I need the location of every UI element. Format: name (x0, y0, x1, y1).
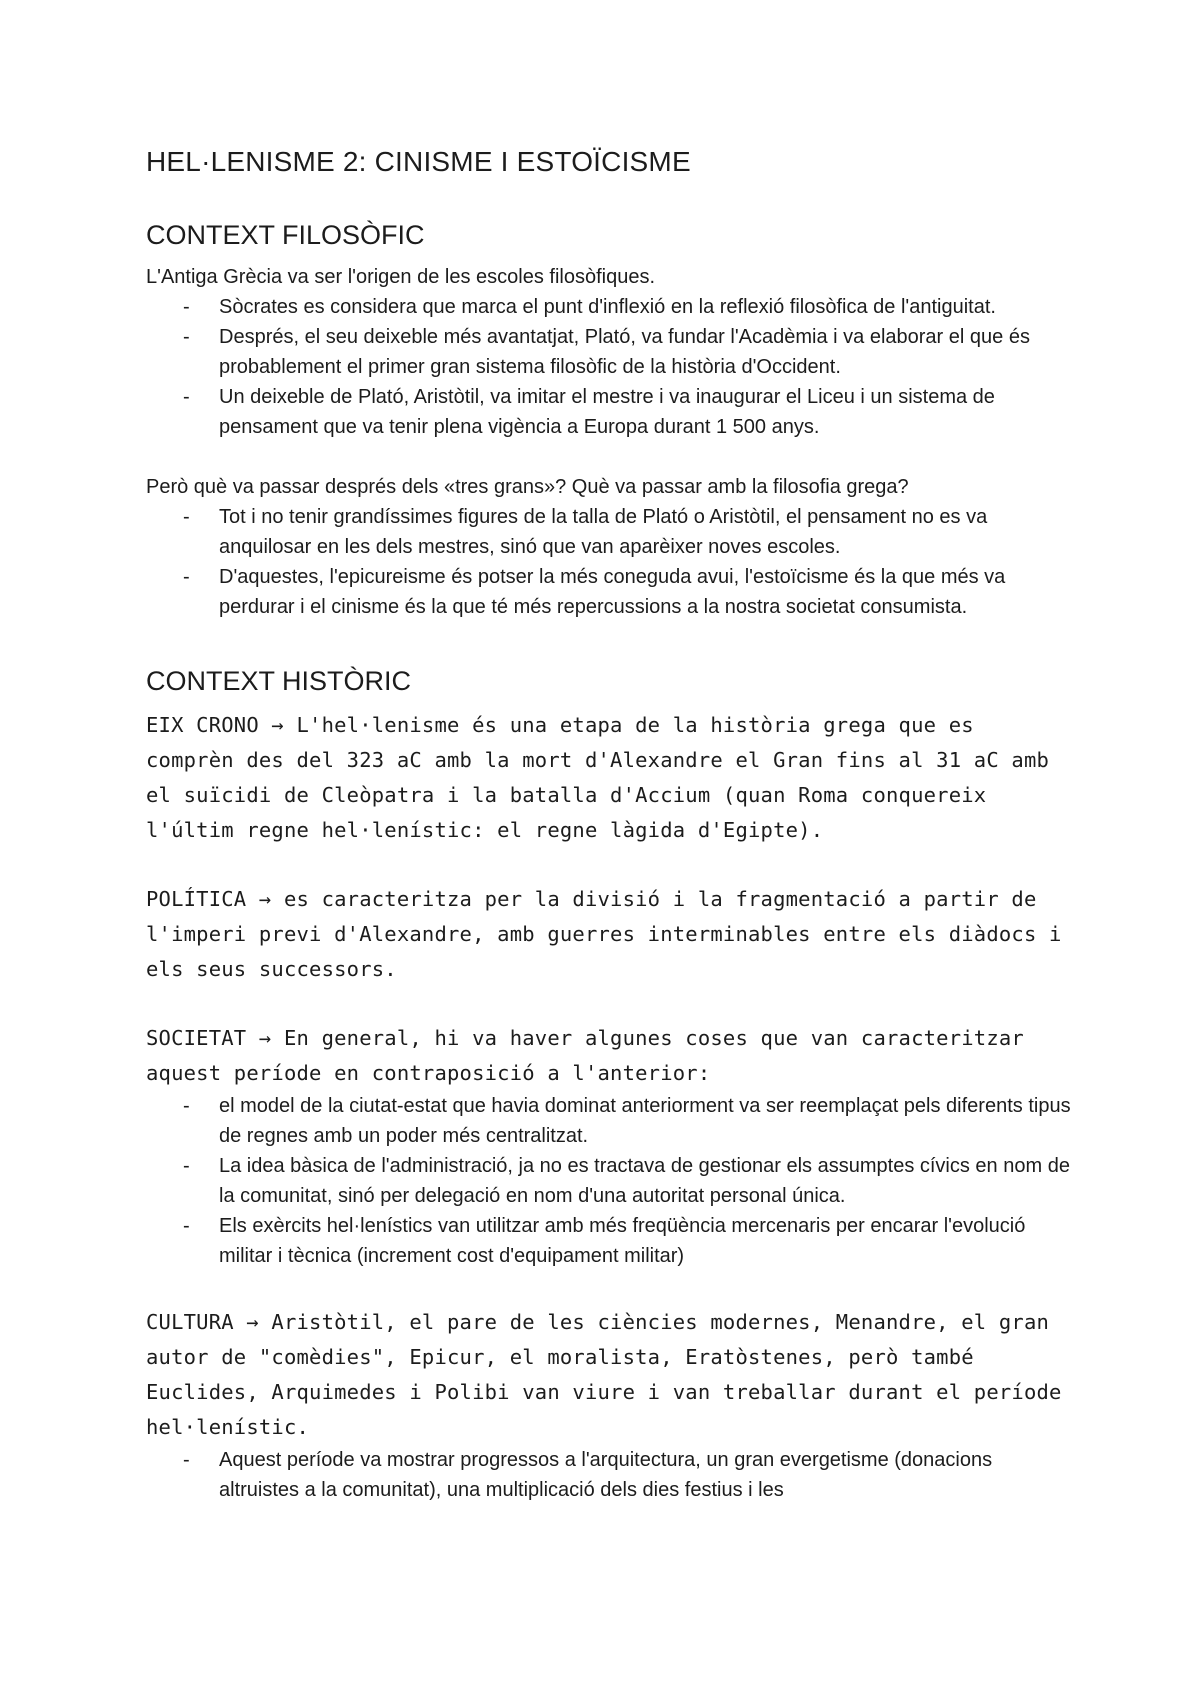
spacer (146, 1271, 1076, 1305)
list-item: - el model de la ciutat-estat que havia dominat anteriorment va ser reemplaçat pels diferents tipus de regnes amb un poder més centralitzat. (219, 1091, 1076, 1151)
bullet-list-filosofic (146, 292, 1076, 442)
document-title: HEL·LENISME 2: CINISME I ESTOÏCISME (146, 146, 691, 177)
bullet-list-cultura (146, 1445, 1076, 1505)
list-item: - Els exèrcits hel·lenístics van utilitzar amb més freqüència mercenaris per encarar l'evolució militar i tècnica (increment cost d'equipament militar) (219, 1211, 1076, 1271)
bullet-list-societat (146, 1091, 1076, 1271)
list-item: - La idea bàsica de l'administració, ja no es tractava de gestionar els assumptes cívics en nom de la comunitat, sinó per delegació en nom d'una autoritat personal única. (219, 1151, 1076, 1211)
bullet-list-schools (146, 502, 1076, 622)
section-heading-context-filosofic: CONTEXT FILOSÒFIC (146, 220, 425, 250)
text-line: l'últim regne hel·lenístic: el regne làgida d'Egipte). (146, 818, 824, 842)
text-line: autor de "comèdies", Epicur, el moralista, Eratòstenes, però també (146, 1345, 974, 1369)
text-line: els seus successors. (146, 957, 397, 981)
eix-crono-block (146, 708, 1076, 848)
text-line: l'imperi previ d'Alexandre, amb guerres interminables entre els diàdocs i (146, 922, 1062, 946)
document-content (146, 144, 1076, 1505)
list-item: - Tot i no tenir grandíssimes figures de la talla de Plató o Aristòtil, el pensament no es va anquilosar en les dels mestres, sinó que van aparèixer noves escoles. (219, 502, 1076, 562)
text-line: CULTURA → Aristòtil, el pare de les ciències modernes, Menandre, el gran (146, 1310, 1050, 1334)
spacer (146, 848, 1076, 882)
text-line: POLÍTICA → es caracteritza per la divisió i la fragmentació a partir de (146, 887, 1037, 911)
spacer (146, 442, 1076, 472)
text-line: SOCIETAT → En general, hi va haver algunes coses que van caracteritzar (146, 1026, 1024, 1050)
list-item: - Després, el seu deixeble més avantatjat, Plató, va fundar l'Acadèmia i va elaborar el que és probablement el primer gran sistema filosòfic de la història d'Occident. (219, 322, 1076, 382)
text-line: el suïcidi de Cleòpatra i la batalla d'Accium (quan Roma conquereix (146, 783, 987, 807)
intro-paragraph: L'Antiga Grècia va ser l'origen de les escoles filosòfiques. (146, 266, 656, 288)
section-heading-context-historic: CONTEXT HISTÒRIC (146, 666, 412, 696)
text-line: EIX CRONO → L'hel·lenisme és una etapa de la història grega que es (146, 713, 974, 737)
text-line: comprèn des del 323 aC amb la mort d'Alexandre el Gran fins al 31 aC amb (146, 748, 1050, 772)
societat-block (146, 1021, 1076, 1271)
spacer (146, 622, 1076, 664)
text-line: hel·lenístic. (146, 1415, 310, 1439)
text-line: aquest període en contraposició a l'anterior: (146, 1061, 711, 1085)
list-item: - Aquest període va mostrar progressos a l'arquitectura, un gran evergetisme (donacions altruistes a la comunitat), una multiplicació dels dies festius i les (219, 1445, 1076, 1505)
text-line: Euclides, Arquimedes i Polibi van viure i van treballar durant el període (146, 1380, 1062, 1404)
list-item: - Sòcrates es considera que marca el punt d'inflexió en la reflexió filosòfica de l'antiguitat. (219, 292, 1076, 322)
spacer (146, 987, 1076, 1021)
cultura-block (146, 1305, 1076, 1505)
politica-block (146, 882, 1076, 987)
question-paragraph: Però què va passar després dels «tres grans»? Què va passar amb la filosofia grega? (146, 476, 909, 498)
list-item: - D'aquestes, l'epicureisme és potser la més coneguda avui, l'estoïcisme és la que més va perdurar i el cinisme és la que té més repercussions a la nostra societat consumista. (219, 562, 1076, 622)
list-item: - Un deixeble de Plató, Aristòtil, va imitar el mestre i va inaugurar el Liceu i un sistema de pensament que va tenir plena vigència a Europa durant 1 500 anys. (219, 382, 1076, 442)
